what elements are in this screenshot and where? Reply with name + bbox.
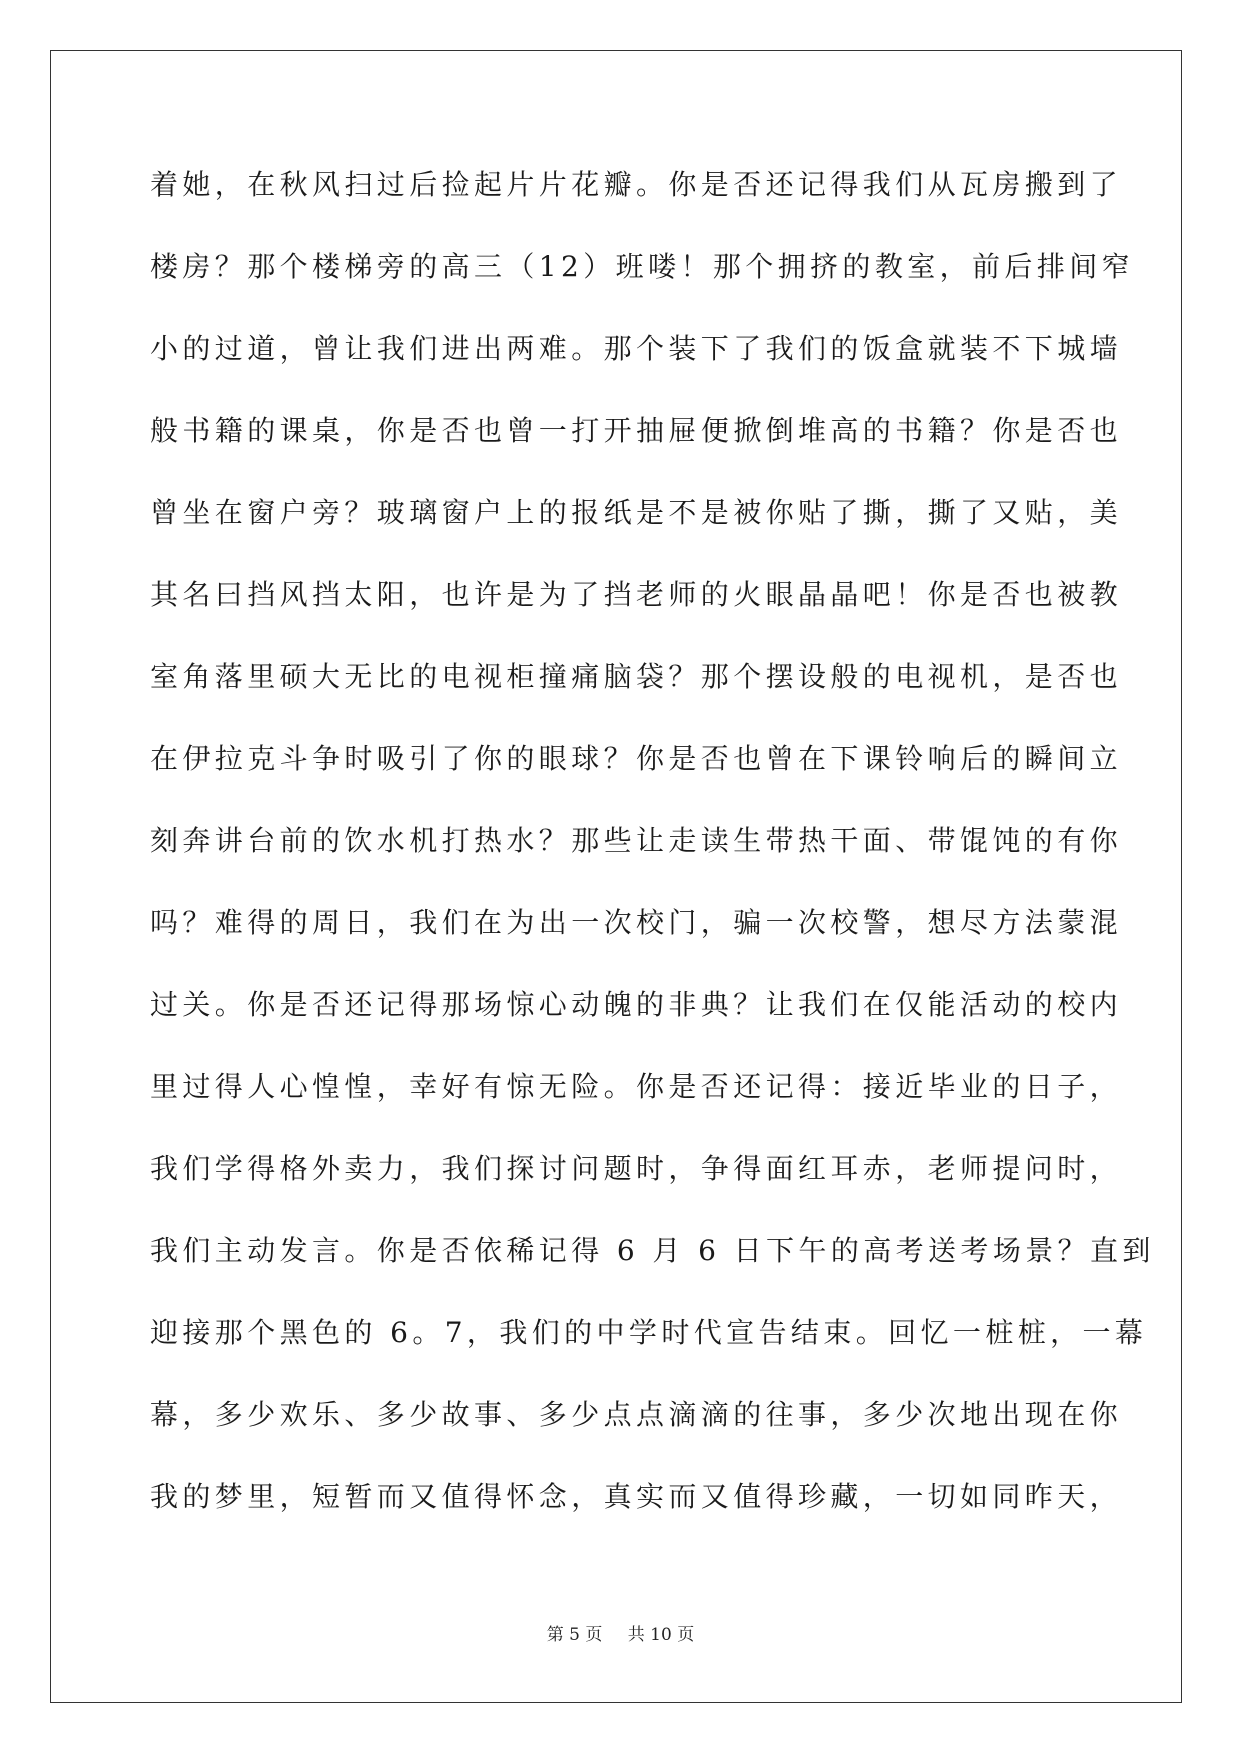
text-line: 我的梦里，短暂而又值得怀念，真实而又值得珍藏，一切如同昨天，	[150, 1480, 1123, 1513]
page-footer	[0, 1620, 1241, 1645]
text-line: 小的过道，曾让我们进出两难。那个装下了我们的饭盒就装不下城墙	[150, 332, 1123, 365]
text-line: 吗？难得的周日，我们在为出一次校门，骗一次校警，想尽方法蒙混	[150, 906, 1123, 939]
text-line: 曾坐在窗户旁？玻璃窗户上的报纸是不是被你贴了撕，撕了又贴，美	[150, 496, 1123, 529]
text-line: 着她，在秋风扫过后捡起片片花瓣。你是否还记得我们从瓦房搬到了	[150, 168, 1123, 201]
text-line: 刻奔讲台前的饮水机打热水？那些让走读生带热干面、带馄饨的有你	[150, 824, 1123, 857]
text-line: 在伊拉克斗争时吸引了你的眼球？你是否也曾在下课铃响后的瞬间立	[150, 742, 1123, 775]
text-line: 其名曰挡风挡太阳，也许是为了挡老师的火眼晶晶吧！你是否也被教	[150, 578, 1123, 611]
text-line: 幕，多少欢乐、多少故事、多少点点滴滴的往事，多少次地出现在你	[150, 1398, 1123, 1431]
page-total: 共 10 页	[627, 1625, 695, 1645]
text-line: 楼房？那个楼梯旁的高三（12）班喽！那个拥挤的教室，前后排间窄	[150, 250, 1135, 283]
text-line: 般书籍的课桌，你是否也曾一打开抽屉便掀倒堆高的书籍？你是否也	[150, 414, 1123, 447]
text-line: 过关。你是否还记得那场惊心动魄的非典？让我们在仅能活动的校内	[150, 988, 1123, 1021]
document-body	[150, 162, 1155, 1556]
page-number: 第 5 页	[546, 1625, 603, 1645]
text-line: 室角落里硕大无比的电视柜撞痛脑袋？那个摆设般的电视机，是否也	[150, 660, 1123, 693]
text-line: 里过得人心惶惶，幸好有惊无险。你是否还记得：接近毕业的日子，	[150, 1070, 1123, 1103]
text-line: 我们学得格外卖力，我们探讨问题时，争得面红耳赤，老师提问时，	[150, 1152, 1123, 1185]
text-line: 迎接那个黑色的 6。7，我们的中学时代宣告结束。回忆一桩桩，一幕	[150, 1316, 1148, 1349]
text-line: 我们主动发言。你是否依稀记得 6 月 6 日下午的高考送考场景？直到	[150, 1234, 1155, 1267]
